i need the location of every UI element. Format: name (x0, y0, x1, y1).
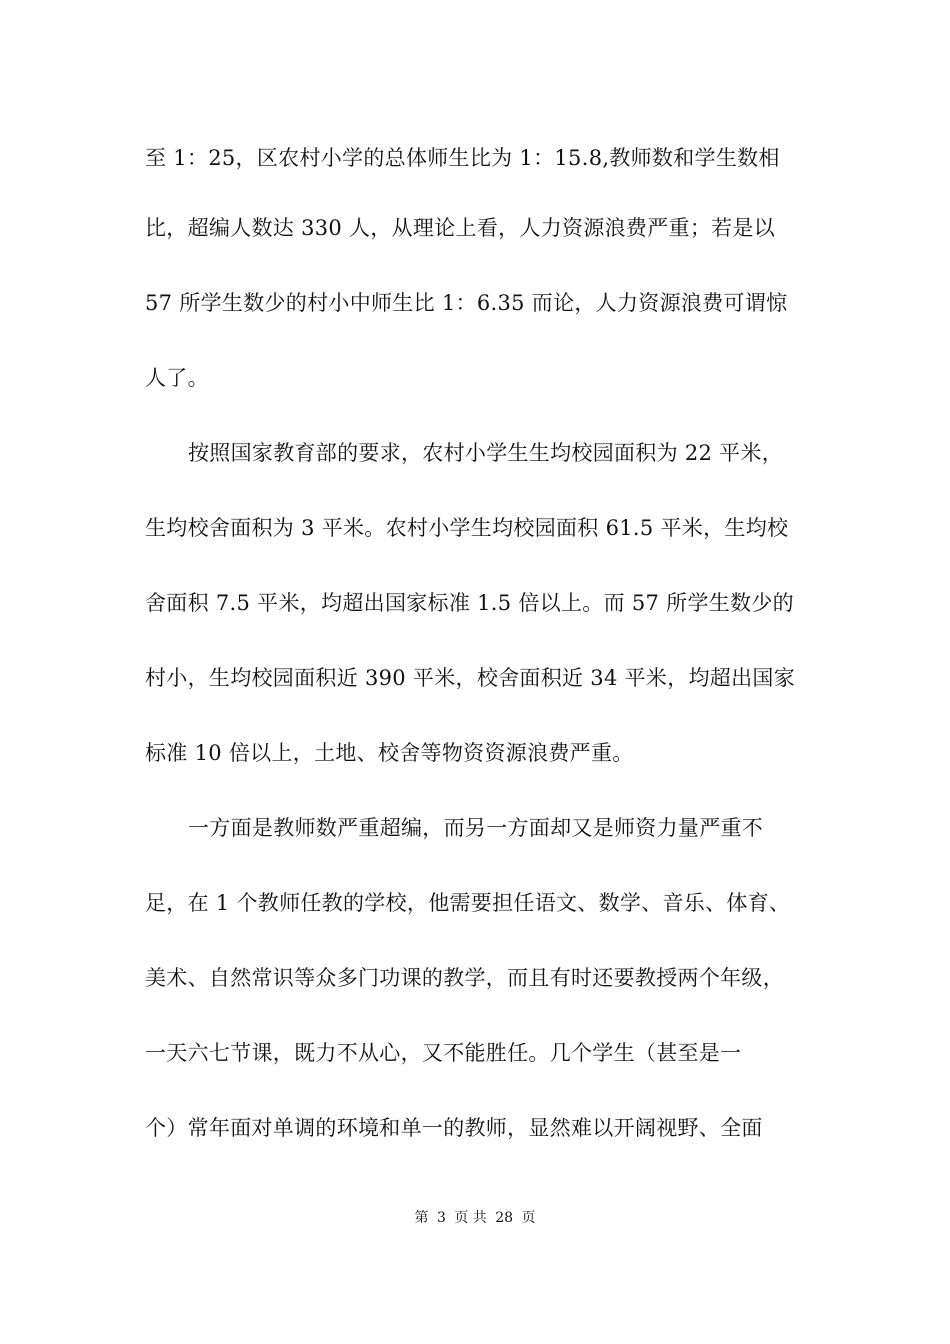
paragraph-3-line-3: 美术、自然常识等众多门功课的教学，而且有时还要教授两个年级， (145, 966, 784, 990)
paragraph-1-line-2: 比，超编人数达 330 人，从理论上看，人力资源浪费严重；若是以 (145, 216, 776, 240)
paragraph-2-line-1: 按照国家教育部的要求，农村小学生生均校园面积为 22 平米， (188, 441, 784, 465)
paragraph-3-line-5: 个）常年面对单调的环境和单一的教师，显然难以开阔视野、全面 (145, 1116, 763, 1140)
footer-suffix: 页 (521, 1210, 536, 1226)
footer-middle: 页 共 (454, 1210, 487, 1226)
paragraph-3-line-2: 足，在 1 个教师任教的学校，他需要担任语文、数学、音乐、体育、 (145, 891, 791, 915)
footer-current-page: 3 (436, 1210, 446, 1226)
paragraph-1-line-3: 57 所学生数少的村小中师生比 1：6.35 而论，人力资源浪费可谓惊 (145, 291, 788, 315)
paragraph-2-line-5: 标准 10 倍以上，土地、校舍等物资资源浪费严重。 (145, 741, 634, 765)
footer-total-pages: 28 (495, 1210, 514, 1226)
footer-prefix: 第 (414, 1210, 429, 1226)
page-footer (0, 1208, 950, 1228)
paragraph-1-line-4: 人了。 (145, 366, 209, 390)
paragraph-2-line-4: 村小，生均校园面积近 390 平米，校舍面积近 34 平米，均超出国家 (145, 666, 796, 690)
paragraph-2-line-3: 舍面积 7.5 平米，均超出国家标准 1.5 倍以上。而 57 所学生数少的 (145, 591, 794, 615)
paragraph-2-line-2: 生均校舍面积为 3 平米。农村小学生均校园面积 61.5 平米，生均校 (145, 516, 789, 540)
paragraph-1-line-1: 至 1：25，区农村小学的总体师生比为 1：15.8,教师数和学生数相 (145, 146, 780, 170)
paragraph-3-line-1: 一方面是教师数严重超编，而另一方面却又是师资力量严重不 (188, 816, 764, 840)
paragraph-3-line-4: 一天六七节课，既力不从心，又不能胜任。几个学生（甚至是一 (145, 1041, 742, 1065)
